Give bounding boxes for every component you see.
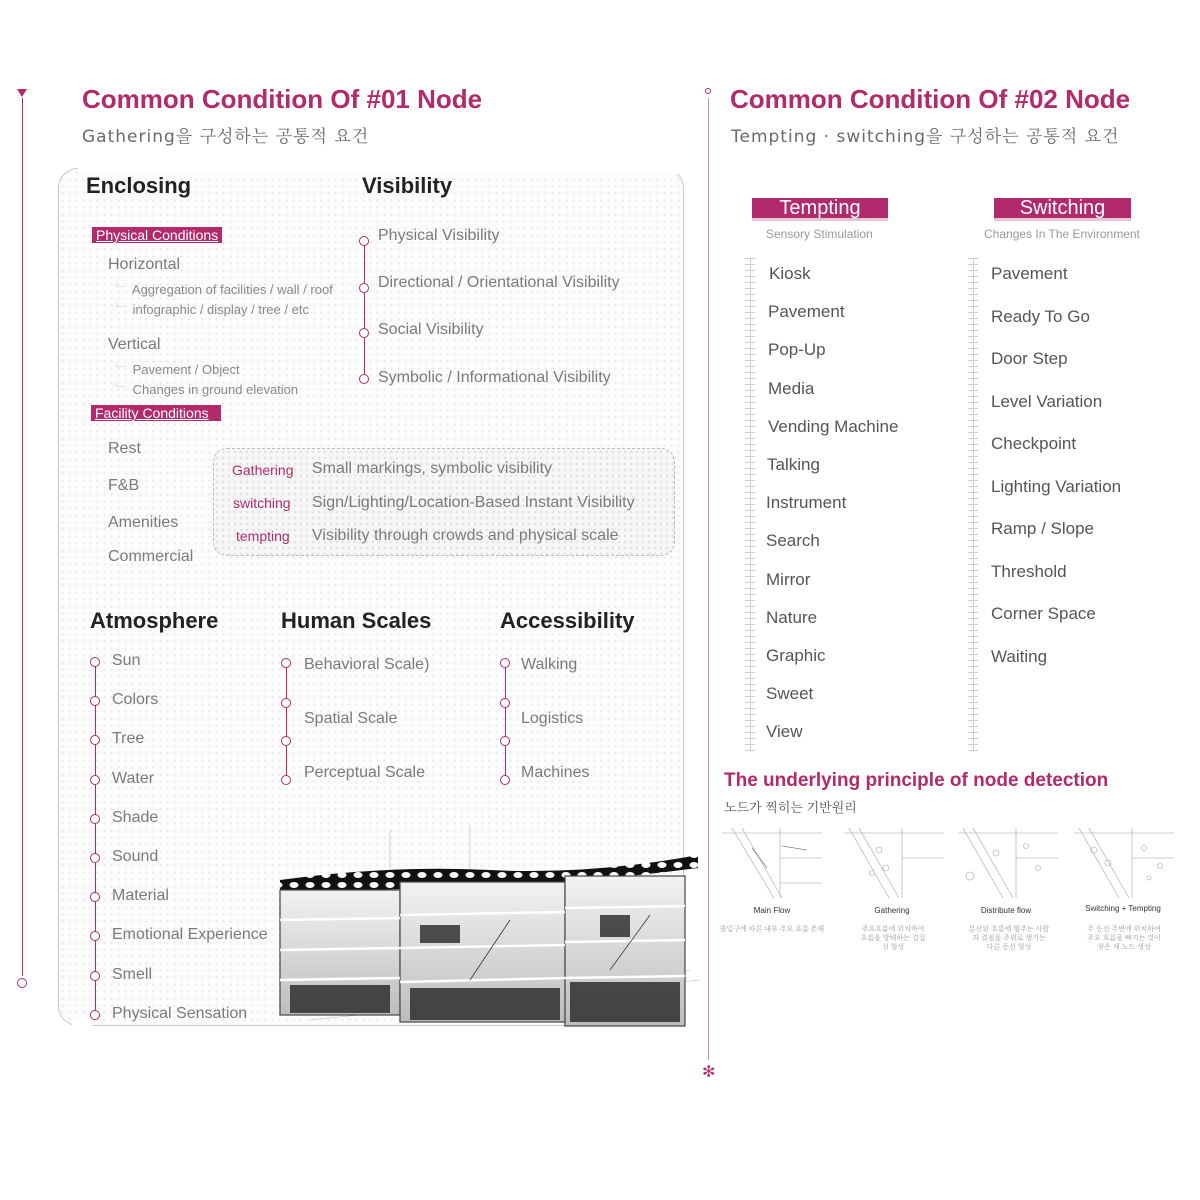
tempting-item: Kiosk xyxy=(769,264,811,283)
visibility-line xyxy=(364,240,365,380)
atmosphere-item: Sun xyxy=(112,652,141,669)
visibility-item-4: Symbolic / Informational Visibility xyxy=(378,369,611,386)
accessibility-dot-1 xyxy=(500,658,510,668)
switching-item: Level Variation xyxy=(991,391,1103,411)
human-scale-item-3: Perceptual Scale xyxy=(304,764,425,781)
tempting-sub: Sensory Stimulation xyxy=(766,227,873,241)
principle-subtitle: 노드가 찍히는 기반원리 xyxy=(724,800,857,815)
switching-item: Lighting Variation xyxy=(991,476,1122,496)
visibility-dot-4 xyxy=(359,374,369,384)
atmosphere-dot xyxy=(90,853,100,863)
diagram-main-flow xyxy=(722,828,822,903)
left-timeline-top-marker xyxy=(17,89,27,97)
diagram-caption-main-flow: 출입구에 따른 내부 주요 흐름 존재 xyxy=(719,926,825,933)
tempting-item: Sweet xyxy=(766,684,814,704)
vertical-label: Vertical xyxy=(108,336,161,353)
physical-conditions-tag: Physical Conditions xyxy=(92,227,222,243)
branch-icon: ﹂ xyxy=(116,362,133,377)
accessibility-item-1: Walking xyxy=(521,656,578,673)
tempting-item: Talking xyxy=(767,455,820,474)
facility-amenities: Amenities xyxy=(108,514,179,531)
building-axonometric-illustration xyxy=(270,820,710,1035)
atmosphere-item: Colors xyxy=(112,691,159,709)
right-subtitle: Tempting · switching을 구성하는 공통적 요건 xyxy=(731,127,1120,147)
tempting-item: Pop-Up xyxy=(768,340,826,360)
callout-key-tempting: tempting xyxy=(236,528,290,544)
atmosphere-dot xyxy=(90,775,100,785)
callout-value-switching: Sign/Lighting/Location-Based Instant Visibility xyxy=(312,494,635,511)
tempting-item: Pavement xyxy=(768,302,845,322)
human-scales-line xyxy=(286,664,287,780)
human-scales-dot-1 xyxy=(281,658,291,668)
enclosing-heading: Enclosing xyxy=(86,173,192,198)
callout-value-gathering: Small markings, symbolic visibility xyxy=(312,460,553,477)
atmosphere-item: Emotional Experience xyxy=(112,926,268,944)
diagram-gathering xyxy=(844,828,944,903)
left-timeline-end-dot xyxy=(17,978,27,988)
atmosphere-item: Water xyxy=(112,769,155,787)
vertical-sub-2: ﹂ Changes in ground elevation xyxy=(116,382,299,397)
left-timeline-line xyxy=(22,98,23,976)
switching-item: Ready To Go xyxy=(991,306,1090,326)
callout-key-gathering: Gathering xyxy=(232,462,294,478)
human-scales-dot-3 xyxy=(281,736,291,746)
visibility-item-1: Physical Visibility xyxy=(378,227,500,244)
atmosphere-dot xyxy=(90,814,100,824)
visibility-item-2: Directional / Orientational Visibility xyxy=(378,274,620,291)
horizontal-sub-1: ﹂ Aggregation of facilities / wall / roof xyxy=(116,282,333,297)
diagram-distribute-flow xyxy=(958,828,1058,903)
diagram-caption-distribute-flow: 분산된 흐름에 힘주는 사람과 결점을 주위로 생기는 다른 동선 형성 xyxy=(968,926,1050,951)
callout-key-switching: switching xyxy=(233,495,291,511)
tempting-tag: Tempting xyxy=(752,198,888,221)
human-scales-heading: Human Scales xyxy=(281,608,432,633)
atmosphere-item: Shade xyxy=(112,808,159,826)
principle-title: The underlying principle of node detection xyxy=(724,770,1109,791)
human-scale-item-2: Spatial Scale xyxy=(304,710,398,727)
vertical-sub-1: ﹂ Pavement / Object xyxy=(116,362,240,377)
tempting-item: Nature xyxy=(766,607,818,627)
diagram-caption-gathering: 주요흐름에 위치하여 흐름을 방해하는 결집성 형성 xyxy=(860,926,926,951)
atmosphere-item: Smell xyxy=(112,965,153,983)
tempting-item: Search xyxy=(766,531,820,551)
accessibility-item-2: Logistics xyxy=(521,710,584,727)
atmosphere-item: Tree xyxy=(112,730,145,748)
atmosphere-dot xyxy=(90,657,100,667)
visibility-item-3: Social Visibility xyxy=(378,321,484,338)
human-scales-dot-4 xyxy=(281,775,291,785)
left-subtitle: Gathering을 구성하는 공통적 요건 xyxy=(82,127,370,147)
accessibility-line xyxy=(505,664,506,780)
switching-item: Waiting xyxy=(991,646,1048,666)
left-title: Common Condition Of #01 Node xyxy=(82,84,483,114)
branch-icon: ﹂ xyxy=(116,282,132,297)
tempting-item: Media xyxy=(768,378,815,398)
panel-gap-bottom xyxy=(72,1018,92,1032)
switching-tag: Switching xyxy=(994,198,1131,221)
diagram-label-switching-tempting: Switching + Tempting xyxy=(1085,904,1161,913)
accessibility-heading: Accessibility xyxy=(500,608,635,633)
tempting-item: Instrument xyxy=(766,493,847,513)
switching-item: Ramp / Slope xyxy=(991,519,1094,538)
switching-sub: Changes In The Environment xyxy=(984,227,1140,241)
visibility-dot-2 xyxy=(359,283,369,293)
atmosphere-dot xyxy=(90,1010,100,1020)
visibility-dot-3 xyxy=(359,328,369,338)
tempting-item: View xyxy=(766,722,803,742)
diagram-label-distribute-flow: Distribute flow xyxy=(980,906,1032,915)
horizontal-sub-2: ﹂ infographic / display / tree / etc xyxy=(116,302,309,317)
branch-icon: ﹂ xyxy=(116,302,133,317)
switching-item: Corner Space xyxy=(991,604,1096,623)
tempting-ruler-spine xyxy=(750,258,751,752)
facility-fb: F&B xyxy=(108,477,140,494)
switching-item: Checkpoint xyxy=(991,434,1077,453)
horizontal-label: Horizontal xyxy=(108,256,181,273)
tempting-item: Vending Machine xyxy=(768,416,899,436)
atmosphere-dot xyxy=(90,971,100,981)
branch-icon: ﹂ xyxy=(116,382,133,397)
switching-item: Threshold xyxy=(991,561,1067,581)
switching-item: Door Step xyxy=(991,349,1068,368)
facility-rest: Rest xyxy=(108,440,141,457)
atmosphere-heading: Atmosphere xyxy=(90,608,219,633)
accessibility-dot-2 xyxy=(500,698,510,708)
human-scale-item-1: Behavioral Scale) xyxy=(304,656,430,673)
visibility-heading: Visibility xyxy=(362,173,453,198)
accessibility-dot-3 xyxy=(500,736,510,746)
diagram-label-gathering: Gathering xyxy=(874,906,910,915)
visibility-dot-1 xyxy=(359,236,369,246)
right-title: Common Condition Of #02 Node xyxy=(730,84,1131,114)
atmosphere-item: Physical Sensation xyxy=(112,1004,248,1022)
center-divider-asterisk: ✻ xyxy=(702,1064,716,1081)
facility-conditions-tag: Facility Conditions xyxy=(91,405,221,421)
human-scales-dot-2 xyxy=(281,698,291,708)
center-divider-top-dot xyxy=(705,88,711,94)
diagram-caption-switching-tempting: 주 동선 주변에 위치하여 주요 흐름을 빠지는 것이 잦은 재 노드 생성 xyxy=(1087,926,1161,951)
accessibility-item-3: Machines xyxy=(521,764,590,781)
atmosphere-item: Material xyxy=(112,887,169,905)
switching-ruler-spine xyxy=(973,258,974,752)
tempting-item: Graphic xyxy=(766,646,826,665)
accessibility-dot-4 xyxy=(500,775,510,785)
tempting-item: Mirror xyxy=(766,569,811,589)
callout-value-tempting: Visibility through crowds and physical scale xyxy=(312,527,619,544)
atmosphere-item: Sound xyxy=(112,848,159,865)
atmosphere-line xyxy=(95,664,96,1016)
diagram-label-main-flow: Main Flow xyxy=(753,906,791,915)
diagram-switching-tempting xyxy=(1074,828,1174,903)
facility-commercial: Commercial xyxy=(108,548,194,565)
switching-item: Pavement xyxy=(991,264,1068,283)
